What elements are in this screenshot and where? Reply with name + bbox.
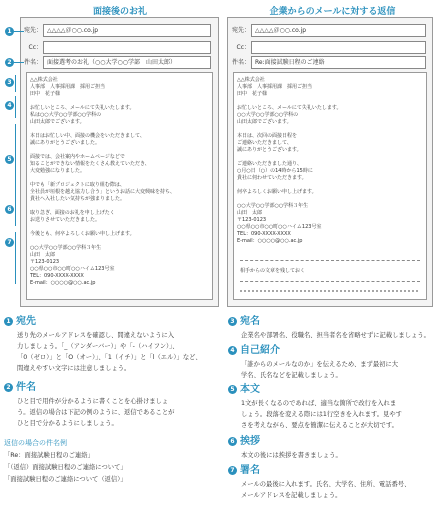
quote-dot — [328, 290, 330, 292]
quote-dot — [304, 290, 306, 292]
right-body-line: ○○県○○市○○町○○ハイム123号室 — [237, 224, 322, 230]
left-body-line: 貴社へ入社したい気持ちが強まりました。 — [30, 196, 126, 202]
left-body-line: 田中 花子様 — [30, 91, 61, 97]
section-line: 1文が長くなるのであれば、適当な箇所で改行を入れま — [241, 400, 397, 407]
left-body-line: お忙しいところ、メールにて失礼いたします。 — [30, 105, 135, 111]
left-body-line: 本日はお忙しい中、面接の機会をいただきまして、 — [30, 133, 145, 139]
section-number: 7 — [228, 466, 237, 475]
right-body-line: ○○大学○○学部○○学科３年生 — [237, 203, 309, 209]
quote-dot — [280, 290, 282, 292]
section-number: 3 — [228, 317, 237, 326]
quote-dot — [240, 290, 242, 292]
quote-dot — [400, 290, 402, 292]
left-body-line: 山田太郎でございます。 — [30, 119, 85, 125]
left-cc-field[interactable] — [43, 41, 211, 54]
quote-dot — [404, 290, 406, 292]
quote-dot — [320, 290, 322, 292]
right-body-line: 貴社に伺わせていただきます。 — [237, 175, 307, 181]
section-line: 力しましょう。「_（アンダーバー）」や「-（ハイフン）」、 — [17, 343, 179, 350]
left-body-line: 面接では、会社案内やホームページなどで — [30, 154, 125, 160]
right-body-line: 田中 花子様 — [237, 91, 268, 97]
left-body-line: TEL：090-XXXX-XXXX — [30, 273, 84, 279]
quote-separator-bottom — [240, 281, 420, 282]
marker-3: 3 — [5, 78, 14, 87]
quote-dot — [360, 290, 362, 292]
reply-example-item: 「Re：面接試験日程のご連絡」 — [4, 452, 94, 459]
section-line: ひと目で用件が分かるように書くことを心掛けましょ — [17, 398, 169, 405]
section-heading — [4, 316, 36, 328]
quote-note: 相手からの文章を残しておく — [240, 268, 306, 274]
right-body-line: ご連絡いただきました通り、 — [237, 161, 303, 167]
quote-dot — [368, 290, 370, 292]
section-heading — [228, 465, 260, 477]
left-cc-label: Cc： — [28, 44, 42, 51]
quote-dot — [392, 290, 394, 292]
quote-dot — [300, 290, 302, 292]
quote-dot — [252, 290, 254, 292]
quote-dot — [264, 290, 266, 292]
section-heading — [228, 384, 260, 396]
quote-dot — [244, 290, 246, 292]
quote-dot — [348, 290, 350, 292]
left-body-line: 大変勉強になりました。 — [30, 168, 86, 174]
section-line: ひと目で分かるようにしましょう。 — [17, 420, 118, 427]
left-body-line: E-mail：○○○○@○○.ac.jp — [30, 280, 96, 286]
section-line: メールアドレスを記載しましょう。 — [241, 492, 342, 499]
quote-dot — [408, 290, 410, 292]
right-body-line: ○月○日（○）の14時から15時に — [237, 168, 313, 174]
section-number: 1 — [4, 317, 13, 326]
section-line: 企業名や部署名、役職名、担当者名を省略せずに記載しましょう。 — [241, 332, 430, 339]
right-body-line: 本日は、次回の面接日程を — [237, 133, 298, 139]
right-body-line: E-mail：○○○○@○○.ac.jp — [237, 238, 303, 244]
quote-dot — [248, 290, 250, 292]
section-line: う。返信の場合は下記の例のように、返信であることが — [17, 409, 175, 416]
quote-dot — [284, 290, 286, 292]
right-body-line: 人事部 人事採用課 採用ご担当 — [237, 84, 313, 90]
right-body-line: 山田太郎でございます。 — [237, 119, 292, 125]
section-number: 6 — [228, 437, 237, 446]
section-number: 2 — [4, 383, 13, 392]
left-body-line: 中でも「新プロジェクトに取り組む際は、 — [30, 182, 125, 188]
left-body-line: 全社員が垣根を越え協力し合う」というお話に大変興味を持ち、 — [30, 189, 176, 195]
bracket-4 — [15, 96, 16, 118]
section-number: 4 — [228, 346, 237, 355]
left-body-line: ○○大学○○学部○○学科３年生 — [30, 245, 102, 251]
right-subject-label: 件名： — [232, 59, 251, 66]
right-body-line: ご連絡いただきまして、 — [237, 140, 292, 146]
quote-dot — [292, 290, 294, 292]
section-line: 「0（ゼロ）」と「O（オー）」、「1（イチ）」と「l（エル）」など、 — [17, 354, 202, 361]
quote-dot — [268, 290, 270, 292]
right-body-line: 山田 太郎 — [237, 210, 263, 216]
quote-dot — [316, 290, 318, 292]
left-body-line: 私は○○大学○○学部○○学科の — [30, 112, 102, 118]
right-body-line: 誠にありがとうございます。 — [237, 147, 302, 153]
quote-dot — [384, 290, 386, 292]
right-body-line: △△株式会社 — [237, 77, 265, 83]
marker-6: 6 — [5, 205, 14, 214]
bracket-3 — [15, 75, 16, 92]
marker-5: 5 — [5, 155, 14, 164]
marker-1-line — [14, 31, 24, 32]
bracket-7 — [15, 232, 16, 284]
section-title: 件名 — [16, 382, 36, 393]
quote-dot — [308, 290, 310, 292]
left-body-line: 〒123-0123 — [30, 259, 60, 265]
quote-dot — [344, 290, 346, 292]
quote-separator-top — [240, 260, 420, 261]
reply-examples-title: 返信の場合の件名例 — [4, 439, 67, 447]
left-title: 面接後のお礼 — [92, 7, 147, 17]
quote-dot — [376, 290, 378, 292]
right-subject-field[interactable]: Re:面接試験日程のご連絡 — [251, 56, 426, 69]
right-body-line: お忙しいところ、メールにて失礼いたします。 — [237, 105, 342, 111]
section-line: 間違えやすい文字には注意しましょう。 — [17, 365, 131, 372]
marker-1: 1 — [5, 27, 14, 36]
quote-dot — [340, 290, 342, 292]
section-title: 本文 — [240, 384, 260, 395]
left-body-line: お送りさせていただきました。 — [30, 217, 101, 223]
left-body-line: 知ることができない情報をたくさん教えていただき、 — [30, 161, 150, 167]
right-body-line: TEL：090-XXXX-XXXX — [237, 231, 291, 237]
section-line: さを考えながら、要点を簡潔に伝えることが大切です。 — [241, 422, 398, 429]
left-to-label: 宛先： — [24, 27, 43, 34]
right-title: 企業からのメールに対する返信 — [269, 7, 396, 17]
quote-dot — [388, 290, 390, 292]
quote-dot — [396, 290, 398, 292]
section-title: 宛名 — [240, 316, 260, 327]
quote-dot — [260, 290, 262, 292]
quote-dot — [296, 290, 298, 292]
section-heading — [228, 316, 260, 328]
left-to-field[interactable]: △△△△＠○○.co.jp — [43, 24, 211, 37]
section-number: 5 — [228, 385, 237, 394]
quote-dot — [312, 290, 314, 292]
right-body-line: ○○大学○○学部○○学科の — [237, 112, 299, 118]
quote-dot — [288, 290, 290, 292]
section-line: 「誰からのメールなのか」を伝えるため、まず最初に大 — [241, 361, 399, 368]
quote-dot — [336, 290, 338, 292]
section-heading — [228, 345, 280, 357]
section-heading — [4, 382, 36, 394]
marker-2: 2 — [5, 58, 14, 67]
marker-7: 7 — [5, 238, 14, 247]
section-title: 挨拶 — [240, 436, 260, 447]
quote-dot — [380, 290, 382, 292]
quote-dot — [412, 290, 414, 292]
left-subject-field[interactable]: 面接選考のお礼（○○大学○○学部 山田太郎） — [43, 56, 211, 69]
section-title: 宛先 — [16, 316, 36, 327]
quote-dot — [272, 290, 274, 292]
quote-dot — [332, 290, 334, 292]
quote-dot — [372, 290, 374, 292]
quote-dot — [352, 290, 354, 292]
quote-dot — [416, 290, 418, 292]
left-body-line: ○○県○○市○○町○○ハイム123号室 — [30, 266, 115, 272]
left-body-line: 今後とも、何卒よろしくお願い申し上げます。 — [30, 231, 135, 237]
right-to-field[interactable]: △△△△＠○○.co.jp — [251, 24, 426, 37]
section-line: 本文の後には挨拶を書きましょう。 — [241, 452, 342, 459]
right-cc-label: Cc： — [236, 44, 250, 51]
quote-dot — [256, 290, 258, 292]
section-title: 署名 — [240, 465, 260, 476]
left-body-line: △△株式会社 — [30, 77, 58, 83]
section-line: 送り先のメールアドレスを確認し、間違えないように入 — [17, 332, 175, 339]
left-body-line: 山田 太郎 — [30, 252, 56, 258]
right-body-line: 〒123-0123 — [237, 217, 267, 223]
left-body-line: 誠にありがとうございました。 — [30, 140, 101, 146]
marker-4: 4 — [5, 101, 14, 110]
section-line: しょう。段落を変える際には1行空きを入れます。見やす — [241, 411, 402, 418]
left-subject-label: 件名： — [24, 59, 43, 66]
section-line: メールの最後に入れます。氏名、大学名、住所、電話番号、 — [241, 481, 411, 488]
right-body-line: 何卒よろしくお願い申し上げます。 — [237, 189, 317, 195]
reply-example-item: 「面接試験日程のご連絡について（返信）」 — [4, 476, 127, 483]
bracket-6 — [15, 198, 16, 226]
quote-dot — [364, 290, 366, 292]
quote-dot — [276, 290, 278, 292]
marker-2-line — [14, 62, 24, 63]
left-body-line: 取り急ぎ、面接のお礼を申し上げたく — [30, 210, 115, 216]
left-body-line: 人事部 人事採用課 採用ご担当 — [30, 84, 106, 90]
section-heading — [228, 436, 260, 448]
right-to-label: 宛先： — [232, 27, 251, 34]
right-cc-field[interactable] — [251, 41, 426, 54]
quote-dot — [324, 290, 326, 292]
quote-dot — [356, 290, 358, 292]
reply-example-item: 「（返信）面接試験日程のご連絡について」 — [4, 464, 127, 471]
section-title: 自己紹介 — [240, 345, 280, 356]
bracket-5 — [15, 124, 16, 198]
section-line: 学名、氏名などを記載しましょう。 — [241, 372, 342, 379]
